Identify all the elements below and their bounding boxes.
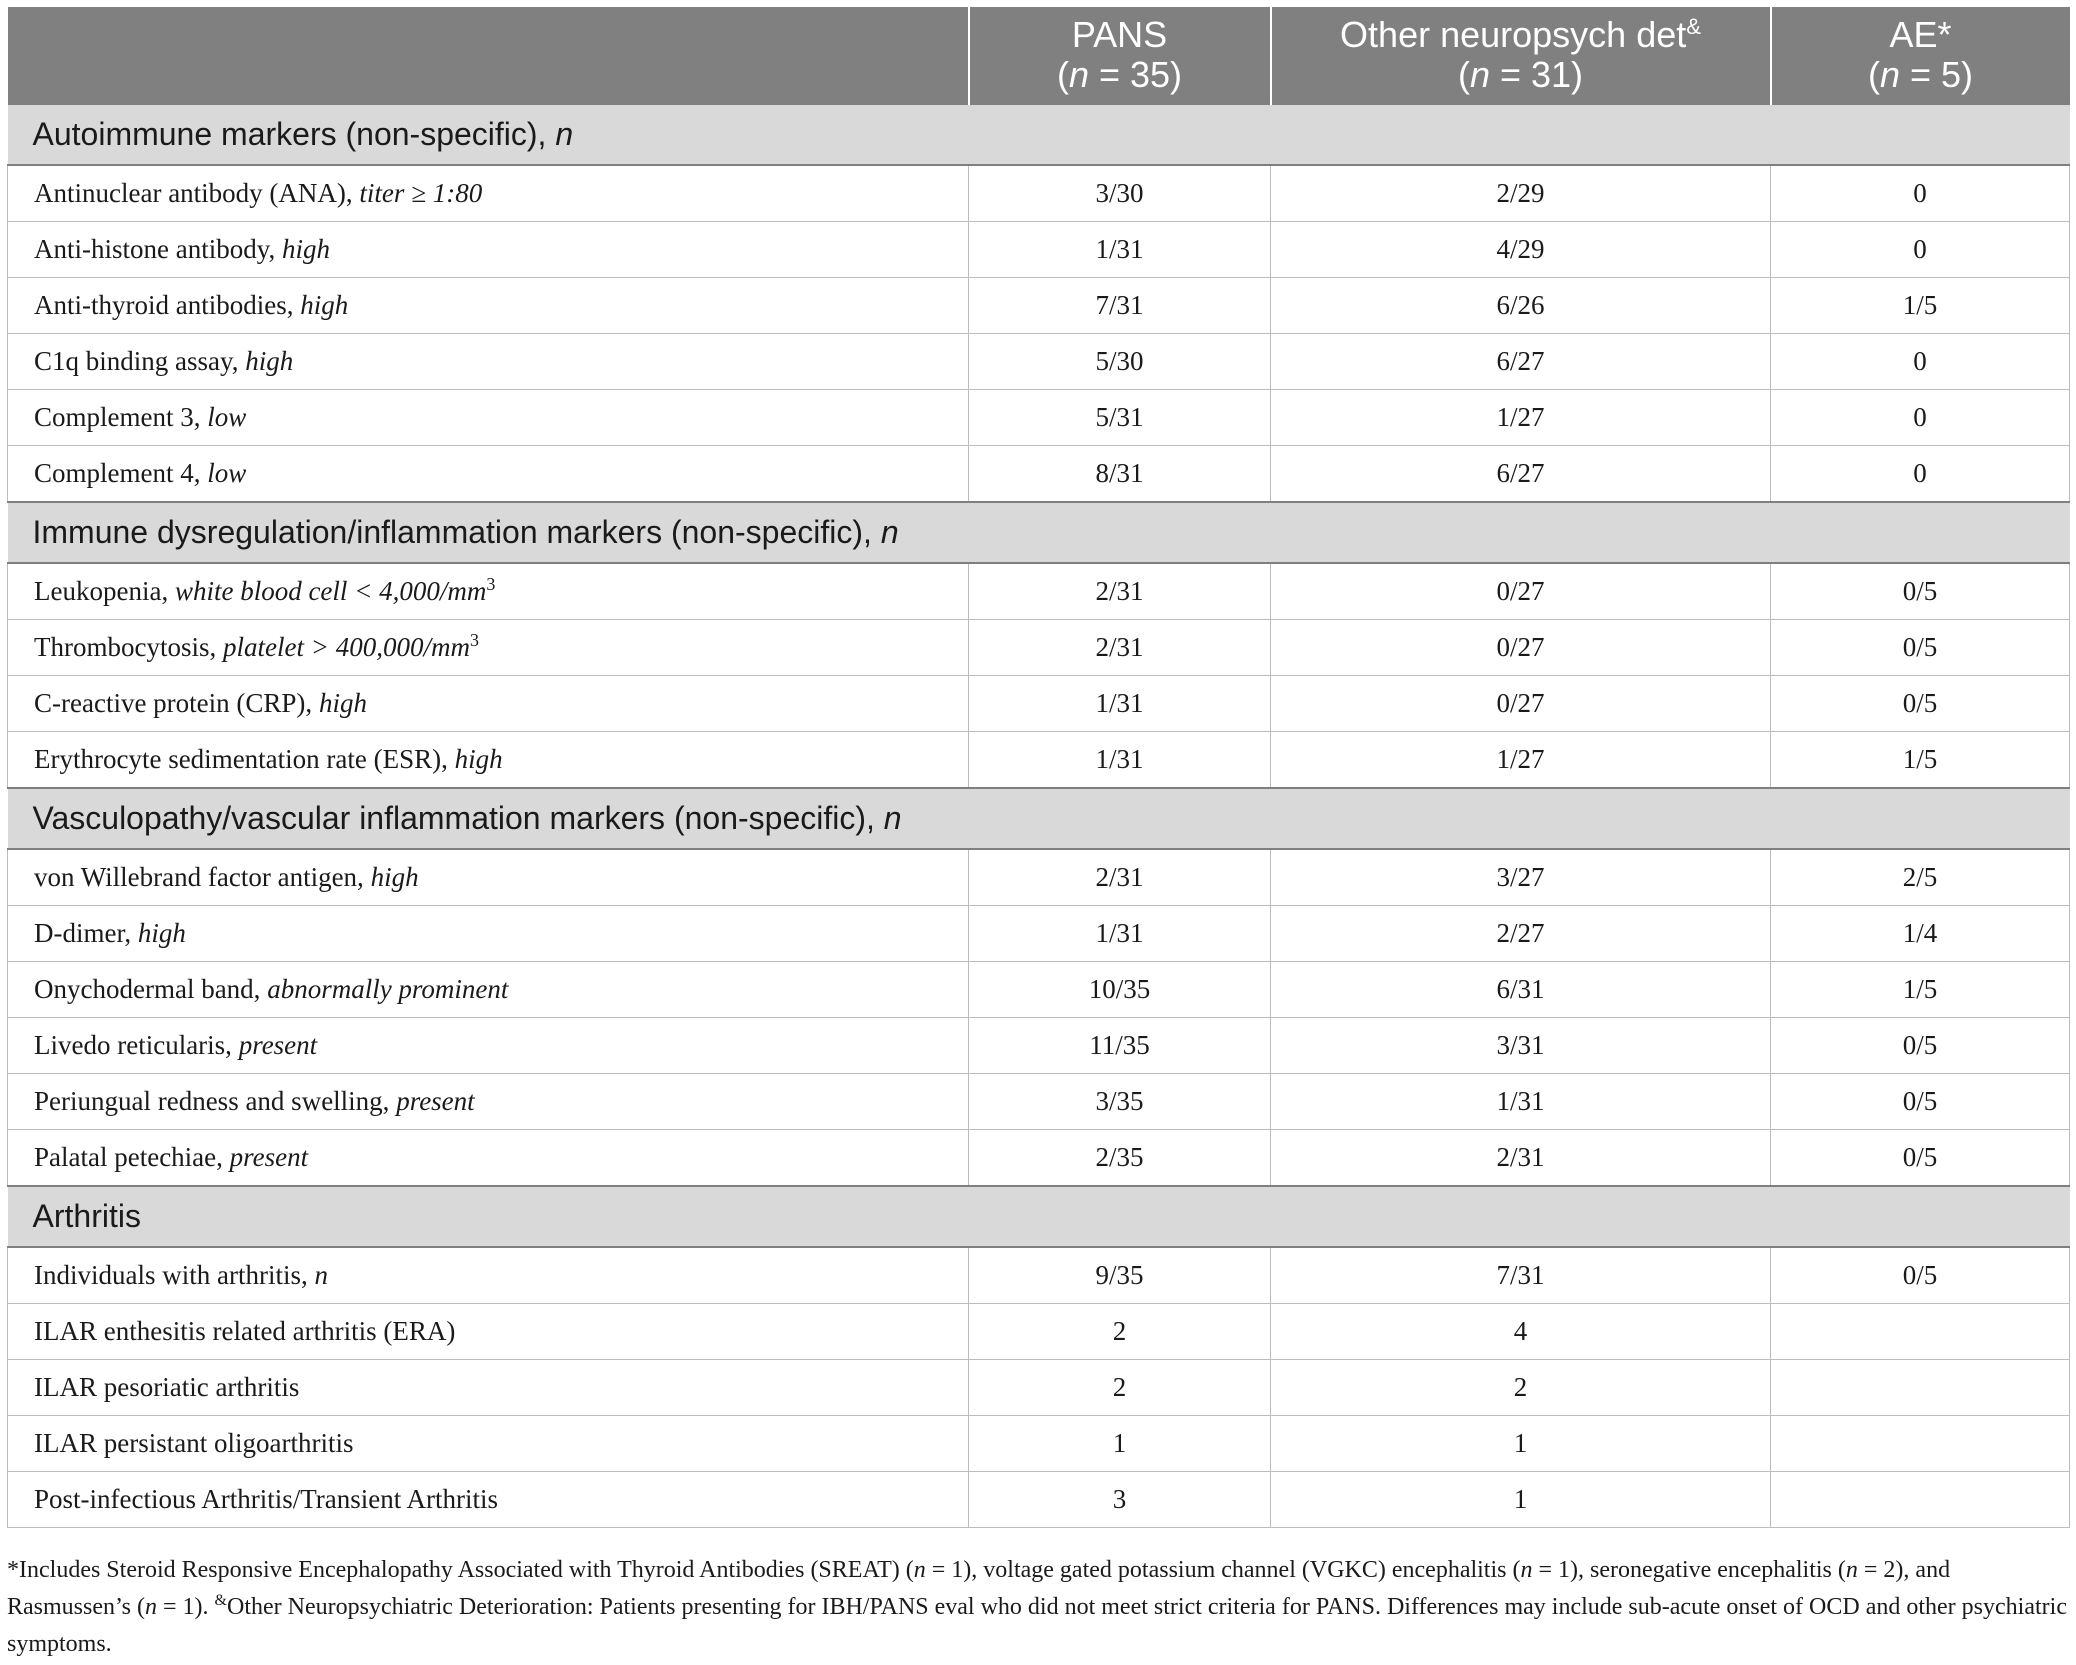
cell-pans: 5/30 xyxy=(969,334,1271,390)
cell-other: 1/27 xyxy=(1271,390,1771,446)
header-other: Other neuropsych det& (n = 31) xyxy=(1271,7,1771,104)
row-label: Post-infectious Arthritis/Transient Arthritis xyxy=(8,1472,969,1528)
table-row xyxy=(8,278,2070,334)
table-body xyxy=(8,104,2070,1528)
cell-ae: 1/5 xyxy=(1771,278,2070,334)
header-ae-n: n xyxy=(1879,54,1900,95)
table-row xyxy=(8,906,2070,962)
row-label: Individuals with arthritis, n xyxy=(8,1247,969,1304)
row-label: C-reactive protein (CRP), high xyxy=(8,676,969,732)
row-label: Onychodermal band, abnormally prominent xyxy=(8,962,969,1018)
row-label: Palatal petechiae, present xyxy=(8,1130,969,1187)
table-row xyxy=(8,1074,2070,1130)
cell-pans: 1/31 xyxy=(969,222,1271,278)
header-other-n: n xyxy=(1469,54,1490,95)
section-header xyxy=(8,1186,2070,1247)
table-row xyxy=(8,849,2070,906)
row-label: Periungual redness and swelling, present xyxy=(8,1074,969,1130)
cell-other: 2/29 xyxy=(1271,165,1771,222)
cell-pans: 2/31 xyxy=(969,849,1271,906)
cell-other: 2/27 xyxy=(1271,906,1771,962)
cell-ae xyxy=(1771,1304,2070,1360)
cell-other: 4/29 xyxy=(1271,222,1771,278)
cell-other: 3/31 xyxy=(1271,1018,1771,1074)
cell-ae: 0 xyxy=(1771,222,2070,278)
row-label: Thrombocytosis, platelet > $400,000/mm^3$ xyxy=(8,620,969,676)
cell-ae: 0 xyxy=(1771,390,2070,446)
cell-ae xyxy=(1771,1416,2070,1472)
table-row xyxy=(8,962,2070,1018)
header-other-sup: & xyxy=(1686,14,1701,39)
cell-pans: 1 xyxy=(969,1416,1271,1472)
table-row xyxy=(8,1018,2070,1074)
cell-other: 6/27 xyxy=(1271,334,1771,390)
cell-other: 2/31 xyxy=(1271,1130,1771,1187)
cell-pans: 8/31 xyxy=(969,446,1271,503)
section-title: Immune dysregulation/inflammation markers (non-specific), n xyxy=(8,502,2070,563)
cell-other: 6/27 xyxy=(1271,446,1771,503)
header-pans-label: PANS xyxy=(1071,14,1168,55)
cell-pans: 5/31 xyxy=(969,390,1271,446)
cell-other: 3/27 xyxy=(1271,849,1771,906)
cell-ae: 0/5 xyxy=(1771,1018,2070,1074)
header-ae-label: AE* xyxy=(1889,14,1952,55)
cell-ae: 0 xyxy=(1771,334,2070,390)
row-label: Complement 3, low xyxy=(8,390,969,446)
header-other-label: Other neuropsych det xyxy=(1340,14,1687,55)
table-row xyxy=(8,1472,2070,1528)
cell-pans: 11/35 xyxy=(969,1018,1271,1074)
table-row xyxy=(8,1130,2070,1187)
row-label: ILAR persistant oligoarthritis xyxy=(8,1416,969,1472)
table-row xyxy=(8,222,2070,278)
table-row xyxy=(8,1304,2070,1360)
table-row xyxy=(8,732,2070,789)
row-label: Livedo reticularis, present xyxy=(8,1018,969,1074)
data-table xyxy=(7,7,2070,1528)
cell-ae xyxy=(1771,1360,2070,1416)
cell-other: 1/31 xyxy=(1271,1074,1771,1130)
cell-other: 0/27 xyxy=(1271,676,1771,732)
cell-other: 0/27 xyxy=(1271,563,1771,620)
cell-pans: 2/31 xyxy=(969,620,1271,676)
cell-ae: 0 xyxy=(1771,165,2070,222)
row-label: Complement 4, low xyxy=(8,446,969,503)
table-row xyxy=(8,446,2070,503)
row-label: Antinuclear antibody (ANA), titer ≥ 1:80 xyxy=(8,165,969,222)
table-footnote: *Includes Steroid Responsive Encephalopathy Associated with Thyroid Antibodies (SREAT) (n = 1), voltage gated potassium channel (VGKC) encephalitis (n = 1), seronegative encephalitis (n = 2), and Rasmussen’s (n = 1). &Other Neuropsychiatric Deterioration: Patients presenting for IBH/PANS eval who did not meet strict criteria for PANS. Differences may include sub-acute onset of OCD and other psychiatric symptoms. xyxy=(7,1557,2067,1657)
cell-pans: 10/35 xyxy=(969,962,1271,1018)
cell-other: 2 xyxy=(1271,1360,1771,1416)
table-row xyxy=(8,1360,2070,1416)
cell-other: 7/31 xyxy=(1271,1247,1771,1304)
cell-pans: 2 xyxy=(969,1360,1271,1416)
table-row xyxy=(8,620,2070,676)
section-header xyxy=(8,502,2070,563)
section-title: Arthritis xyxy=(8,1186,2070,1247)
cell-pans: 3 xyxy=(969,1472,1271,1528)
row-label: C1q binding assay, high xyxy=(8,334,969,390)
cell-ae: 0/5 xyxy=(1771,676,2070,732)
row-label: ILAR enthesitis related arthritis (ERA) xyxy=(8,1304,969,1360)
cell-other: 1/27 xyxy=(1271,732,1771,789)
cell-pans: 9/35 xyxy=(969,1247,1271,1304)
row-label: D-dimer, high xyxy=(8,906,969,962)
cell-pans: 1/31 xyxy=(969,906,1271,962)
cell-ae: 0/5 xyxy=(1771,1247,2070,1304)
section-title: Autoimmune markers (non-specific), n xyxy=(8,104,2070,165)
header-ae: AE* (n = 5) xyxy=(1771,7,2070,104)
cell-ae: 0/5 xyxy=(1771,620,2070,676)
table-container xyxy=(7,7,2069,1528)
table-row xyxy=(8,390,2070,446)
cell-pans: 2/35 xyxy=(969,1130,1271,1187)
header-pans-n: n xyxy=(1068,54,1089,95)
cell-ae: 0/5 xyxy=(1771,563,2070,620)
section-title: Vasculopathy/vascular inflammation markers (non-specific), n xyxy=(8,788,2070,849)
cell-other: 4 xyxy=(1271,1304,1771,1360)
table-row xyxy=(8,334,2070,390)
cell-ae: 0/5 xyxy=(1771,1074,2070,1130)
table-row xyxy=(8,165,2070,222)
table-row xyxy=(8,1247,2070,1304)
table-row xyxy=(8,1416,2070,1472)
cell-other: 1 xyxy=(1271,1472,1771,1528)
header-other-val: = 31) xyxy=(1489,54,1584,95)
header-pans: PANS (n = 35) xyxy=(969,7,1271,104)
cell-ae: 1/5 xyxy=(1771,732,2070,789)
row-label: Anti-histone antibody, high xyxy=(8,222,969,278)
row-label: von Willebrand factor antigen, high xyxy=(8,849,969,906)
cell-pans: 1/31 xyxy=(969,732,1271,789)
table-row xyxy=(8,563,2070,620)
section-header xyxy=(8,104,2070,165)
cell-other: 6/26 xyxy=(1271,278,1771,334)
cell-pans: 2 xyxy=(969,1304,1271,1360)
row-label: ILAR pesoriatic arthritis xyxy=(8,1360,969,1416)
cell-ae: 0 xyxy=(1771,446,2070,503)
cell-other: 0/27 xyxy=(1271,620,1771,676)
cell-pans: 2/31 xyxy=(969,563,1271,620)
cell-pans: 3/30 xyxy=(969,165,1271,222)
cell-ae xyxy=(1771,1472,2070,1528)
header-pans-val: = 35) xyxy=(1088,54,1183,95)
row-label: Leukopenia, white blood cell < $4,000/mm^3$ xyxy=(8,563,969,620)
cell-pans: 3/35 xyxy=(969,1074,1271,1130)
header-blank xyxy=(8,7,969,104)
row-label: Erythrocyte sedimentation rate (ESR), high xyxy=(8,732,969,789)
cell-pans: 7/31 xyxy=(969,278,1271,334)
cell-other: 6/31 xyxy=(1271,962,1771,1018)
cell-other: 1 xyxy=(1271,1416,1771,1472)
cell-ae: 0/5 xyxy=(1771,1130,2070,1187)
cell-pans: 1/31 xyxy=(969,676,1271,732)
section-header xyxy=(8,788,2070,849)
header-row xyxy=(8,7,2070,104)
row-label: Anti-thyroid antibodies, high xyxy=(8,278,969,334)
cell-ae: 2/5 xyxy=(1771,849,2070,906)
header-ae-val: = 5) xyxy=(1899,54,1974,95)
cell-ae: 1/5 xyxy=(1771,962,2070,1018)
cell-ae: 1/4 xyxy=(1771,906,2070,962)
table-row xyxy=(8,676,2070,732)
